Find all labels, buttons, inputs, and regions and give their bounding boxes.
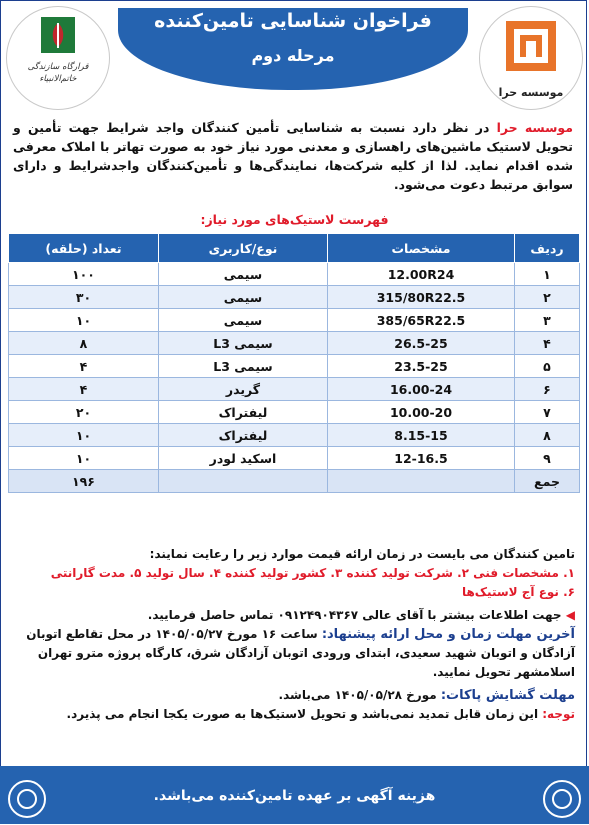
iran-emblem-icon bbox=[39, 15, 77, 55]
cell-type: سیمی bbox=[159, 309, 328, 332]
requirements-line-1: ۱. مشخصات فنی ۲. شرکت تولید کننده ۳. کشور تولید کننده ۴. سال تولید ۵. مدت گارانتی bbox=[50, 566, 575, 580]
cell-row: ۸ bbox=[515, 424, 580, 447]
cell-type: لیفتراک bbox=[159, 401, 328, 424]
table-row bbox=[9, 378, 580, 401]
col-header-type: نوع/کاربری bbox=[159, 234, 328, 263]
table-row bbox=[9, 355, 580, 378]
table-row bbox=[9, 401, 580, 424]
cell-type: گریدر bbox=[159, 378, 328, 401]
cell-spec: 23.5-25 bbox=[328, 355, 515, 378]
tire-list-title: فهرست لاستیک‌های مورد نیاز: bbox=[200, 212, 389, 227]
org-name: موسسه حرا bbox=[496, 120, 573, 135]
col-header-row: ردیف bbox=[515, 234, 580, 263]
cell-spec: 8.15-15 bbox=[328, 424, 515, 447]
cell-row: ۵ bbox=[515, 355, 580, 378]
cell-spec: 16.00-24 bbox=[328, 378, 515, 401]
contact-line: جهت اطلاعات بیشتر با آقای عالی ۰۹۱۲۴۹۰۴۳۶۷ تماس حاصل فرمایید. bbox=[147, 608, 562, 622]
cell-spec: 12-16.5 bbox=[328, 447, 515, 470]
cell-spec: 315/80R22.5 bbox=[328, 286, 515, 309]
deadline-text: ساعت ۱۶ مورخ ۱۴۰۵/۰۵/۲۷ در محل تقاطع اتوبان آزادگان و اتوبان شهید سعیدی، ابتدای ورودی اتوبان آزادگان شرق، کارگاه پروژه مترو تهران اسلامشهر تحویل نمایید. bbox=[26, 627, 575, 679]
table-header-row bbox=[9, 234, 580, 263]
cell-spec: 26.5-25 bbox=[328, 332, 515, 355]
cell-qty: ۸ bbox=[9, 332, 159, 355]
cell-qty: ۴ bbox=[9, 378, 159, 401]
total-empty bbox=[159, 470, 328, 493]
cell-spec: 10.00-20 bbox=[328, 401, 515, 424]
note-text: این زمان قابل تمدید نمی‌باشد و تحویل لاستیک‌ها به صورت یکجا انجام می پذیرد. bbox=[66, 707, 543, 721]
cell-qty: ۴ bbox=[9, 355, 159, 378]
hira-logo bbox=[479, 6, 583, 110]
cell-qty: ۳۰ bbox=[9, 286, 159, 309]
cell-row: ۴ bbox=[515, 332, 580, 355]
total-label: جمع bbox=[515, 470, 580, 493]
deadline-label: آخرین مهلت زمان و محل ارائه پیشنهاد: bbox=[321, 627, 575, 642]
page-title: فراخوان شناسایی تامین‌کننده bbox=[154, 10, 432, 32]
cell-type: اسکید لودر bbox=[159, 447, 328, 470]
cell-qty: ۲۰ bbox=[9, 401, 159, 424]
intro-paragraph bbox=[13, 118, 573, 194]
khatam-logo bbox=[6, 6, 110, 110]
cell-row: ۲ bbox=[515, 286, 580, 309]
note-label: توجه: bbox=[542, 707, 575, 721]
hira-logo-label: موسسه حرا bbox=[498, 86, 564, 99]
cell-row: ۱ bbox=[515, 263, 580, 286]
cell-row: ۹ bbox=[515, 447, 580, 470]
cell-qty: ۱۰۰ bbox=[9, 263, 159, 286]
table-row bbox=[9, 332, 580, 355]
cell-spec: 385/65R22.5 bbox=[328, 309, 515, 332]
table-row bbox=[9, 286, 580, 309]
table-row bbox=[9, 424, 580, 447]
table-row bbox=[9, 309, 580, 332]
cell-qty: ۱۰ bbox=[9, 447, 159, 470]
table-row bbox=[9, 263, 580, 286]
opening-label: مهلت گشایش پاکات: bbox=[440, 688, 575, 703]
opening-text: مورخ ۱۴۰۵/۰۵/۲۸ می‌باشد. bbox=[278, 688, 441, 702]
cell-type: سیمی bbox=[159, 286, 328, 309]
khatam-logo-text: قرارگاه سازندگی خاتم‌الانبیاء bbox=[27, 62, 89, 84]
col-header-spec: مشخصات bbox=[328, 234, 515, 263]
cell-type: سیمی L3 bbox=[159, 332, 328, 355]
table-total-row bbox=[9, 470, 580, 493]
cell-type: سیمی L3 bbox=[159, 355, 328, 378]
footer-text: هزینه آگهی بر عهده تامین‌کننده می‌باشد. bbox=[153, 788, 436, 804]
total-qty: ۱۹۶ bbox=[9, 470, 159, 493]
cell-row: ۶ bbox=[515, 378, 580, 401]
col-header-qty: تعداد (حلقه) bbox=[9, 234, 159, 263]
cell-spec: 12.00R24 bbox=[328, 263, 515, 286]
cell-type: لیفتراک bbox=[159, 424, 328, 447]
intro-text: در نظر دارد نسبت به شناسایی تأمین کنندگان واجد شرایط جهت تأمین و تحویل لاستیک ماشین‌های راهسازی و معدنی مورد نیاز خود به صورت تهاتر با املاک معرفی شده اقدام نماید. لذا از کلیه شرکت‌ها، نمایندگی‌ها و تأمین‌کنندگان واجدشرایط و دارای سوابق مرتبط دعوت می‌شود. bbox=[13, 120, 573, 192]
total-empty bbox=[328, 470, 515, 493]
cell-row: ۷ bbox=[515, 401, 580, 424]
cell-qty: ۱۰ bbox=[9, 309, 159, 332]
arrow-left-icon: ◀ bbox=[565, 608, 575, 622]
notes-section bbox=[13, 545, 575, 724]
cell-qty: ۱۰ bbox=[9, 424, 159, 447]
page-subtitle: مرحله دوم bbox=[251, 46, 335, 65]
tire-table bbox=[8, 233, 580, 493]
table-row bbox=[9, 447, 580, 470]
hira-emblem-icon bbox=[500, 19, 562, 75]
cell-row: ۳ bbox=[515, 309, 580, 332]
requirements-line-2: ۶. نوع آج لاستیک‌ها bbox=[461, 585, 575, 599]
requirements-intro: تامین کنندگان می بایست در زمان ارائه قیمت موارد زیر را رعایت نمایند: bbox=[149, 547, 575, 561]
cell-type: سیمی bbox=[159, 263, 328, 286]
